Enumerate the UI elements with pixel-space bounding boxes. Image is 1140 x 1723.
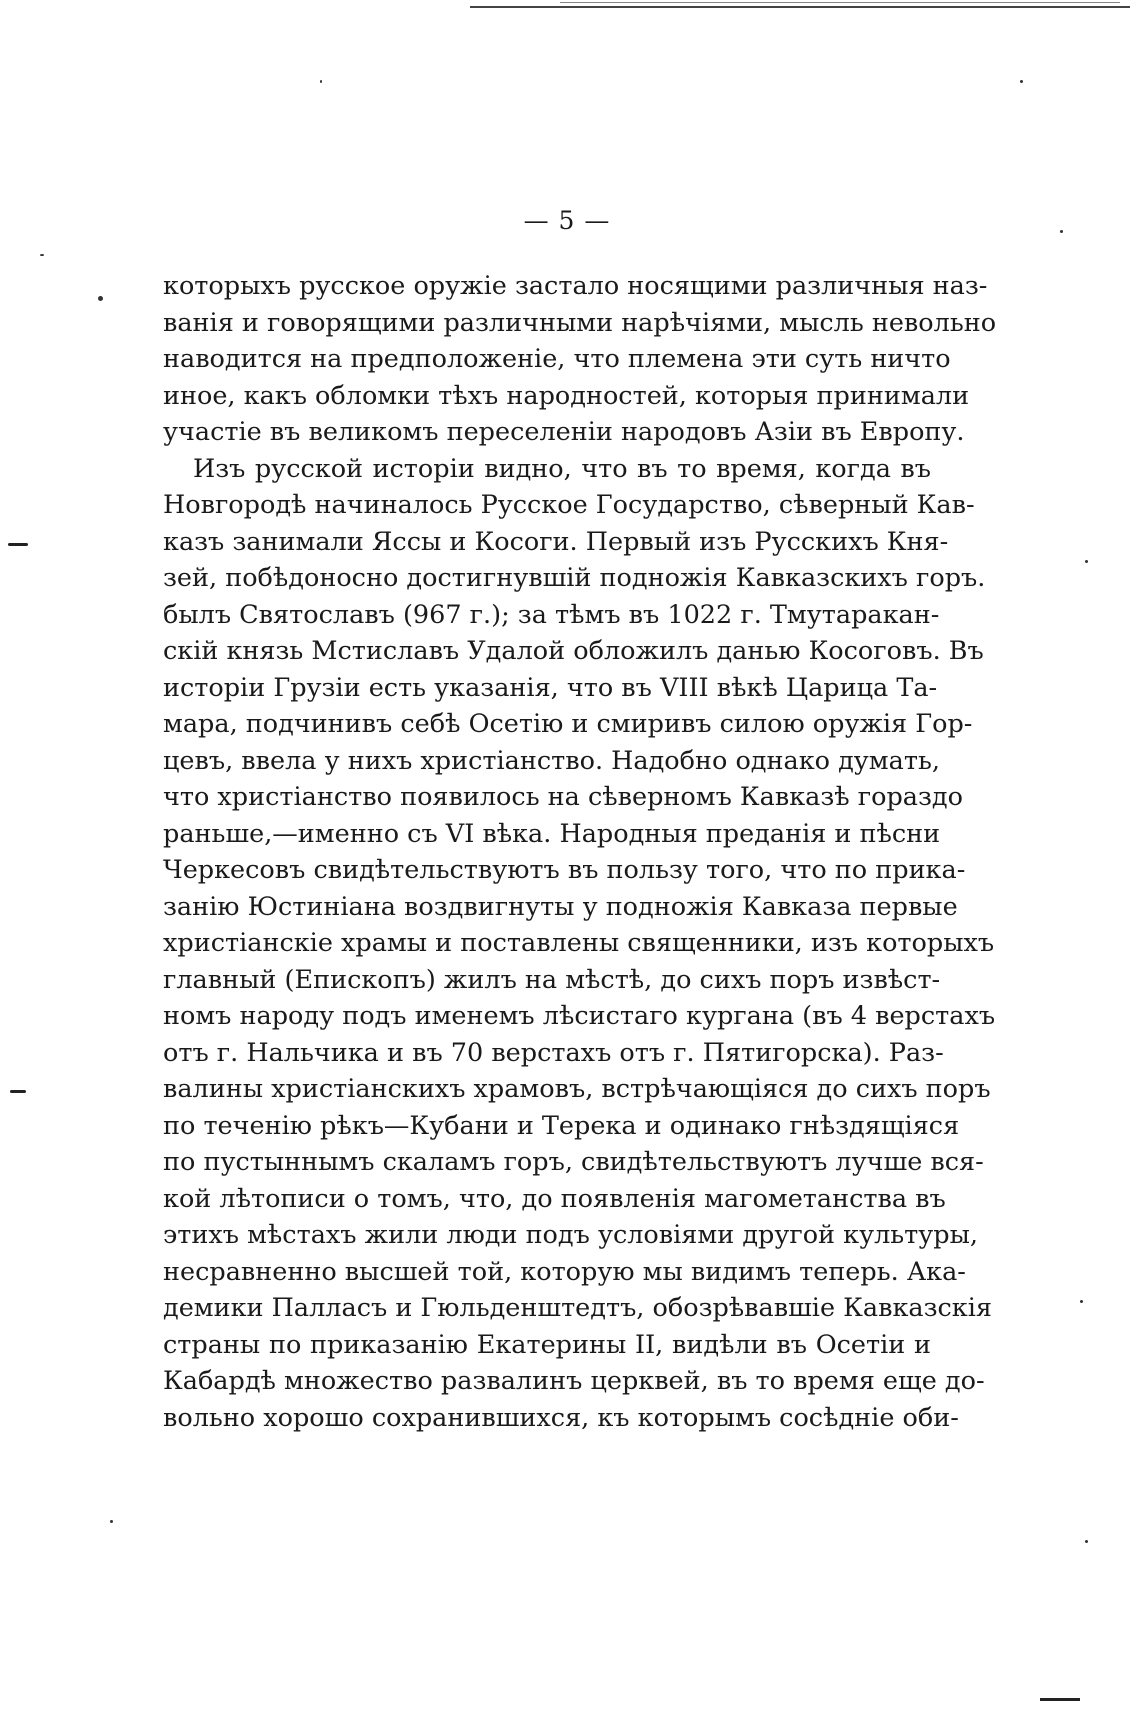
text-line: Новгородѣ начиналось Русское Государство, сѣверный Кав- [163, 490, 975, 520]
text-line: раньше,—именно съ VI вѣка. Народныя преданія и пѣсни [163, 818, 941, 849]
left-margin-mark [8, 543, 28, 546]
scan-speck [1085, 1540, 1088, 1543]
text-line: которыхъ русское оружіе застало носящими различныя наз- [163, 271, 988, 301]
text-line: отъ г. Нальчика и въ 70 верстахъ отъ г. Пятигорска). Раз- [163, 1037, 944, 1068]
text-line: скій князь Мстиславъ Удалой обложилъ данью Косоговъ. Въ [163, 636, 984, 666]
text-line: былъ Святославъ (967 г.); за тѣмъ въ 1022 г. Тмутаракан- [163, 599, 940, 630]
text-line: вольно хорошо сохранившихся, къ которымъ сосѣдніе оби- [163, 1402, 959, 1433]
text-line: несравненно высшей той, которую мы видимъ теперь. Ака- [163, 1256, 966, 1287]
page-number [0, 206, 1140, 235]
text-line: казъ занимали Яссы и Косоги. Первый изъ Русскихъ Кня- [163, 526, 949, 557]
text-line: исторіи Грузіи есть указанія, что въ VIII вѣкѣ Царица Та- [163, 672, 938, 703]
page-number-text: — 5 — [523, 206, 611, 235]
bottom-scan-mark [1040, 1698, 1080, 1701]
left-margin-mark [10, 1090, 26, 1093]
text-line: христіанскіе храмы и поставлены священники, изъ которыхъ [163, 928, 995, 958]
text-line: демики Палласъ и Гюльденштедтъ, обозрѣвавшіе Кавказскія [163, 1293, 992, 1323]
text-line: по теченію рѣкъ—Кубани и Терека и одинако гнѣздящіяся [163, 1110, 960, 1141]
text-line: страны по приказанію Екатерины II, видѣли въ Осетіи и [163, 1329, 931, 1360]
text-line: наводится на предположеніе, что племена эти суть ничто [163, 344, 951, 374]
text-line: Кабардѣ множество развалинъ церквей, въ то время еще до- [163, 1366, 985, 1396]
text-line: этихъ мѣстахъ жили люди подъ условіями другой культуры, [163, 1220, 979, 1250]
text-line: по пустыннымъ скаламъ горъ, свидѣтельствуютъ лучше вся- [163, 1147, 984, 1177]
scan-speck [1020, 80, 1023, 83]
scan-speck [110, 1520, 113, 1523]
paragraph-start-line: Изъ русской исторіи видно, что въ то время, когда въ [193, 453, 931, 484]
text-line: цевъ, ввела у нихъ христіанство. Надобно однако думать, [163, 745, 940, 776]
top-scan-rule [470, 6, 1130, 8]
text-line: валины христіанскихъ храмовъ, встрѣчающіяся до сихъ поръ [163, 1074, 991, 1104]
text-line: мара, подчинивъ себѣ Осетію и смиривъ силою оружія Гор- [163, 709, 973, 739]
scan-speck [40, 254, 44, 256]
scan-speck [320, 80, 322, 83]
text-line: занію Юстиніана воздвигнуты у подножія Кавказа первые [163, 891, 958, 922]
body-text [163, 268, 997, 1436]
text-line: главный (Епископъ) жилъ на мѣстѣ, до сихъ поръ извѣст- [163, 964, 941, 995]
text-line: ванія и говорящими различными нарѣчіями, мысль невольно [163, 307, 997, 338]
scan-speck [1085, 560, 1088, 563]
scan-speck [1080, 1300, 1083, 1303]
text-line: что христіанство появилось на сѣверномъ Кавказѣ гораздо [163, 782, 963, 812]
text-line: участіе въ великомъ переселеніи народовъ Азіи въ Европу. [163, 417, 965, 447]
text-line: кой лѣтописи о томъ, что, до появленія магометанства въ [163, 1183, 946, 1214]
scan-speck [98, 296, 103, 301]
top-scan-rule-thin [560, 2, 1120, 3]
text-line: номъ народу подъ именемъ лѣсистаго кургана (въ 4 верстахъ [163, 1001, 996, 1031]
scan-speck [1060, 230, 1063, 233]
text-line: Черкесовъ свидѣтельствуютъ въ пользу того, что по прика- [163, 855, 966, 885]
text-line: иное, какъ обломки тѣхъ народностей, которыя принимали [163, 380, 970, 411]
text-line: зей, побѣдоносно достигнувшій подножія Кавказскихъ горъ. [163, 563, 986, 593]
